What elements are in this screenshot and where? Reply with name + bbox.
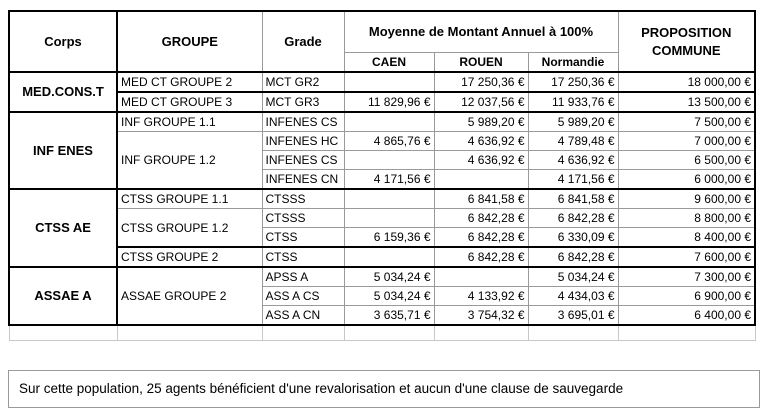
empty-cell [344, 325, 434, 341]
normandie-cell: 4 636,92 € [528, 151, 618, 170]
normandie-cell: 17 250,36 € [528, 72, 618, 92]
normandie-cell: 4 434,03 € [528, 287, 618, 306]
proposition-cell: 7 000,00 € [618, 132, 755, 151]
empty-cell [434, 325, 528, 341]
table-row [9, 189, 755, 209]
proposition-cell: 6 400,00 € [618, 306, 755, 326]
normandie-cell: 6 842,28 € [528, 209, 618, 228]
table-row [9, 247, 755, 267]
proposition-cell: 6 000,00 € [618, 170, 755, 190]
caen-cell: 5 034,24 € [344, 267, 434, 287]
rouen-cell: 6 842,28 € [434, 228, 528, 248]
rouen-cell: 4 636,92 € [434, 151, 528, 170]
proposition-cell: 9 600,00 € [618, 189, 755, 209]
header-corps: Corps [9, 11, 117, 72]
groupe-cell: CTSS GROUPE 1.1 [117, 189, 262, 209]
grade-cell: INFENES HC [262, 132, 344, 151]
header-proposition: PROPOSITION COMMUNE [618, 11, 755, 72]
rouen-cell: 5 989,20 € [434, 112, 528, 132]
groupe-cell: INF GROUPE 1.2 [117, 132, 262, 190]
empty-cell [9, 325, 117, 341]
grade-cell: CTSSS [262, 209, 344, 228]
corps-label: CTSS AE [9, 189, 117, 267]
rouen-cell: 6 842,28 € [434, 247, 528, 267]
groupe-cell: MED CT GROUPE 3 [117, 92, 262, 112]
grade-cell: CTSS [262, 247, 344, 267]
empty-cell [262, 325, 344, 341]
table-row [9, 132, 755, 151]
corps-label: INF ENES [9, 112, 117, 189]
proposition-cell: 6 900,00 € [618, 287, 755, 306]
rouen-cell: 12 037,56 € [434, 92, 528, 112]
groupe-cell: CTSS GROUPE 2 [117, 247, 262, 267]
rouen-cell: 6 841,58 € [434, 189, 528, 209]
rouen-cell: 6 842,28 € [434, 209, 528, 228]
proposition-cell: 8 400,00 € [618, 228, 755, 248]
normandie-cell: 6 330,09 € [528, 228, 618, 248]
grade-cell: MCT GR2 [262, 72, 344, 92]
proposition-cell: 13 500,00 € [618, 92, 755, 112]
grade-cell: CTSS [262, 228, 344, 248]
caen-cell [344, 151, 434, 170]
proposition-cell: 6 500,00 € [618, 151, 755, 170]
proposition-cell: 8 800,00 € [618, 209, 755, 228]
header-groupe: GROUPE [117, 11, 262, 72]
table-row [9, 209, 755, 228]
caen-cell [344, 247, 434, 267]
caen-cell [344, 72, 434, 92]
empty-cell [117, 325, 262, 341]
caen-cell [344, 209, 434, 228]
rouen-cell: 17 250,36 € [434, 72, 528, 92]
normandie-cell: 6 841,58 € [528, 189, 618, 209]
empty-cell [528, 325, 618, 341]
rouen-cell [434, 267, 528, 287]
caen-cell: 6 159,36 € [344, 228, 434, 248]
groupe-cell: INF GROUPE 1.1 [117, 112, 262, 132]
normandie-cell: 6 842,28 € [528, 247, 618, 267]
caen-cell [344, 189, 434, 209]
header-grade: Grade [262, 11, 344, 72]
grade-cell: ASS A CN [262, 306, 344, 326]
corps-label: ASSAE A [9, 267, 117, 325]
table-row [9, 267, 755, 287]
table-row [9, 72, 755, 92]
header-moyenne: Moyenne de Montant Annuel à 100% [344, 11, 618, 53]
caen-cell: 3 635,71 € [344, 306, 434, 326]
caen-cell: 11 829,96 € [344, 92, 434, 112]
rouen-cell [434, 170, 528, 190]
proposition-cell: 7 600,00 € [618, 247, 755, 267]
caen-cell: 5 034,24 € [344, 287, 434, 306]
empty-cell [618, 325, 755, 341]
proposition-cell: 7 300,00 € [618, 267, 755, 287]
normandie-cell: 5 989,20 € [528, 112, 618, 132]
proposition-cell: 18 000,00 € [618, 72, 755, 92]
groupe-cell: CTSS GROUPE 1.2 [117, 209, 262, 248]
normandie-cell: 4 171,56 € [528, 170, 618, 190]
summary-note: Sur cette population, 25 agents bénéficient d'une revalorisation et aucun d'une clause de sauvegarde [8, 370, 760, 408]
caen-cell: 4 171,56 € [344, 170, 434, 190]
corps-label: MED.CONS.T [9, 72, 117, 112]
normandie-cell: 11 933,76 € [528, 92, 618, 112]
rouen-cell: 4 133,92 € [434, 287, 528, 306]
groupe-cell: MED CT GROUPE 2 [117, 72, 262, 92]
grade-cell: INFENES CS [262, 112, 344, 132]
grade-cell: INFENES CS [262, 151, 344, 170]
grade-cell: ASS A CS [262, 287, 344, 306]
grade-cell: INFENES CN [262, 170, 344, 190]
normandie-cell: 4 789,48 € [528, 132, 618, 151]
grade-cell: APSS A [262, 267, 344, 287]
rouen-cell: 4 636,92 € [434, 132, 528, 151]
groupe-cell: ASSAE GROUPE 2 [117, 267, 262, 325]
remuneration-table [8, 10, 756, 341]
normandie-cell: 3 695,01 € [528, 306, 618, 326]
caen-cell [344, 112, 434, 132]
grade-cell: MCT GR3 [262, 92, 344, 112]
header-normandie: Normandie [528, 53, 618, 73]
rouen-cell: 3 754,32 € [434, 306, 528, 326]
empty-row [9, 325, 755, 341]
grade-cell: CTSSS [262, 189, 344, 209]
table-row [9, 112, 755, 132]
proposition-cell: 7 500,00 € [618, 112, 755, 132]
header-caen: CAEN [344, 53, 434, 73]
caen-cell: 4 865,76 € [344, 132, 434, 151]
table-row [9, 92, 755, 112]
header-rouen: ROUEN [434, 53, 528, 73]
normandie-cell: 5 034,24 € [528, 267, 618, 287]
